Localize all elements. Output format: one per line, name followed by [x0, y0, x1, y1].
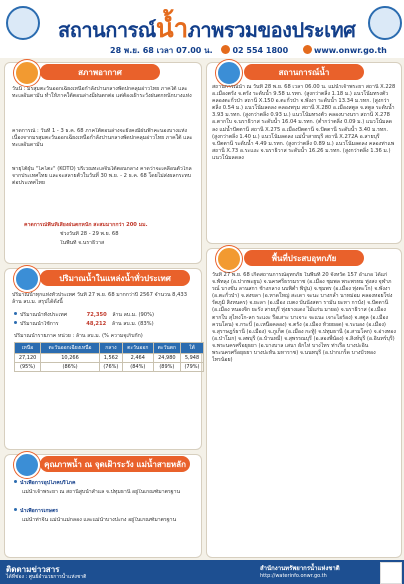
bullet-icon [14, 508, 17, 511]
title-highlight: น้ำ [155, 14, 188, 44]
situation-text: สถานการณ์น้ำ ณ วันที่ 28 พ.ย. 68 เวลา 06.00 น. แม่น้ำเจ้าพระยา สถานี X.228 อ.เมืองตรัง จ.ตรัง ระดับน้ำ 9.58 ม.รทก. (สูงกว่าตลิ่ง 1.18 ม.) แนวโน้มทรงตัว คลองตะกั่วป่า สถานี X.150 อ.ตะกั่วป่า จ.พังงา ระดับน้ำ 13.34 ม.รทก. (สูงกว่าตลิ่ง 0.54 ม.) แนวโน้มลดลง คลองพรุม สถานี X.280 อ.เมืองสตูล จ.สตูล ระดับน้ำ 3.93 ม.รทก. (สูงกว่าตลิ่ง 0.93 ม.) แนวโน้มทรงตัว คลองบางนรา สถานี X.278 อ.ตากใบ จ.นราธิวาส ระดับน้ำ 16.04 ม.รทก. (ต่ำกว่าตลิ่ง 0.09 ม.) แนวโน้มลดลง แม่น้ำปัตตานี สถานี X.275 อ.เมืองปัตตานี จ.ปัตตานี ระดับน้ำ 3.40 ม.รทก. (สูงกว่าตลิ่ง 1.40 ม.) แนวโน้มลดลง แม่น้ำสายบุรี สถานี X.272A อ.สายบุรี จ.ปัตตานี ระดับน้ำ 4.49 ม.รทก. (สูงกว่าตลิ่ง 0.89 ม.) แนวโน้มลดลง คลองท่าแพ สถานี X.73 อ.ระแงะ จ.นราธิวาส ระดับน้ำ 16.26 ม.รทก. (สูงกว่าตลิ่ง 1.36 ม.) แนวโน้มลดลง [212, 84, 396, 161]
date-text: 28 พ.ย. 68 เวลา 07.00 น. [110, 46, 213, 55]
quality-item-consumption [14, 480, 198, 488]
page-title [58, 8, 355, 49]
table-header-cell: กลาง [99, 343, 122, 354]
impact-text: วันที่ 27 พ.ย. 68 เกิดสถานการณ์อุทกภัย ในพื้นที่ 20 จังหวัด 157 อำเภอ ได้แก่ จ.พัทลุง (อ.ปากพะยูน) จ.นครศรีธรรมราช (อ.เมือง ชุมพล พระพรหม ทุ่งสง จุฬาภรณ์ บางขัน ลานสกา ช้างกลาง นบพิตำ พิปูน) จ.ชุมพร (อ.เมือง ทุ่งตะโก) จ.พังงา (อ.ตะกั่วป่า) จ.สงขลา (อ.หาดใหญ่ สะเดา จะนะ บางกล่ำ นาหม่อม คลองหอยโข่ง รัตภูมิ สิงหนคร) จ.ยะลา (อ.เมือง เบตง บันนังสตา รามัน ยะหา กาบัง) จ.ปัตตานี (อ.เมือง หนองจิก ยะรัง สายบุรี ทุ่งยางแดง ไม้แก่น มายอ) จ.นราธิวาส (อ.เมือง ตากใบ สุไหงโก-ลก ระแงะ รือเสาะ บาเจาะ จะแนะ เจาะไอร้อง) จ.สตูล (อ.เมือง ควนโดน) จ.กระบี่ (อ.เหนือคลอง) จ.ตรัง (อ.เมือง ห้วยยอด) จ.ระนอง (อ.เมือง) จ.สุราษฎร์ธานี (อ.เมือง) จ.ภูเก็ต (อ.เมือง กะทู้) จ.ปทุมธานี (อ.สามโคก) จ.อ่างทอง (อ.ป่าโมก) จ.ลพบุรี (อ.บ้านหมี่) จ.สุพรรณบุรี (อ.สองพี่น้อง) จ.สิงห์บุรี (อ.อินทร์บุรี) จ.พระนครศรีอยุธยา (อ.บางบาล เสนา ผักไห่ บางไทร ท่าเรือ บางปะอิน พระนครศรีอยุธยา บางปะหัน มหาราช) จ.นนทบุรี (อ.ปากเกร็ด บางบัวทอง ไทรน้อย) [212, 272, 396, 364]
table-cell: 24,980 [153, 354, 180, 363]
footer-website-link[interactable]: http://waterinfo.onwr.go.th [260, 573, 327, 579]
phone-number: 02 554 1800 [232, 46, 289, 55]
table-cell: 1,562 [99, 354, 122, 363]
table-caption: ปริมาณน้ำรายภาค หน่วย : ล้าน ลบ.ม. (% ความจุเก็บกัก) [14, 333, 143, 339]
volume-total-unit: ล้าน ลบ.ม. (90%) [112, 312, 155, 318]
footer-left-sub: ได้ที่ช่อง : ศูนย์อำนวยการน้ำแห่งชาติ [6, 574, 87, 580]
impact-tab: พื้นที่ประสบอุทกภัย [244, 250, 364, 266]
qr-code-icon[interactable] [380, 562, 402, 584]
web-group[interactable] [303, 46, 393, 55]
table-cell: (84%) [122, 363, 153, 372]
volume-intro: ปริมาณน้ำทุกแห่งทั่วประเทศ วันที่ 27 พ.ย. 68 มากกว่าปี 2567 จำนวน 8,433 ล้าน ลบ.ม. สรุปได้ดังนี้ [12, 292, 187, 306]
bullet-icon [14, 312, 17, 315]
weather-summary: วันนี้ : มรสุมตะวันออกเฉียงเหนือกำลังปานกลางพัดปกคลุมอ่าวไทย ภาคใต้ และทะเลอันดามัน ทำให้ภาคใต้ตอนล่างมีฝนตกต่อ แต่ต้องเฝ้าระวังฝนตกหนักบางแห่ง [12, 86, 192, 100]
quality-item-label: น้ำเพื่อการอุปโภคบริโภค [20, 480, 76, 486]
quality-tab: คุณภาพน้ำ ณ จุดเฝ้าระวัง แม่น้ำสายหลัก [40, 456, 190, 472]
volume-usable-row [14, 321, 198, 329]
dam-icon [14, 266, 40, 292]
table-cell: (89%) [153, 363, 180, 372]
footer [0, 560, 404, 584]
quality-item-label: น้ำเพื่อการเกษตร [20, 508, 59, 514]
footer-right-title: สำนักงานทรัพยากรน้ำแห่งชาติ [260, 565, 340, 572]
situation-tab: สถานการณ์น้ำ [244, 64, 364, 80]
table-cell: 2,464 [122, 354, 153, 363]
volume-total-label: ปริมาณน้ำทั้งประเทศ [20, 312, 67, 318]
volume-usable-value: 48,212 [86, 321, 107, 327]
table-cell: (79%) [181, 363, 204, 372]
regional-volume-table [14, 342, 204, 372]
rain-area: ในพื้นที่ จ.นราธิวาส [60, 240, 105, 246]
table-header-cell: ตะวันตก [153, 343, 180, 354]
quality-item-agriculture [14, 508, 198, 516]
footer-left-title: ติดตามข่าวสาร [6, 565, 60, 574]
title-post: ภาพรวมของประเทศ [187, 18, 356, 42]
header [0, 0, 404, 58]
header-subline [110, 44, 399, 57]
rain-period: ช่วงวันที่ 28 - 29 พ.ย. 68 [60, 231, 119, 237]
table-header-cell: ใต้ [181, 343, 204, 354]
sun-cloud-icon [14, 60, 40, 86]
table-header-row [15, 343, 204, 354]
table-cell: (95%) [15, 363, 41, 372]
partner-logo-icon [368, 6, 402, 40]
water-drop-icon [14, 452, 40, 478]
weather-tab: สภาพอากาศ [40, 64, 160, 80]
volume-total-value: 72,350 [86, 312, 107, 318]
table-header-cell: เหนือ [15, 343, 41, 354]
quality-item-desc: แม่น้ำเจ้าพระยา ณ สถานีสูบน้ำสำแล จ.ปทุมธานี อยู่ในเกณฑ์มาตรฐาน [22, 489, 181, 495]
bullet-icon [14, 321, 17, 324]
table-header-cell: ตะวันออกเฉียงเหนือ [41, 343, 100, 354]
table-cell: 5,948 [181, 354, 204, 363]
website-link[interactable]: www.onwr.go.th [313, 46, 387, 55]
table-row [15, 363, 204, 372]
table-cell: 27,120 [15, 354, 41, 363]
storm-info: พายุไต้ฝุ่น "โคโตะ" (KOTO) บริเวณทะเลจีนใต้ตอนกลาง คาดว่าจะเคลื่อนตัวไกลจากประเทศไทย และจะสลายตัวในวันที่ 30 พ.ย. - 2 ธ.ค. 68 โดยไม่ส่งผลกระทบต่อประเทศไทย [12, 166, 192, 187]
table-cell: (76%) [99, 363, 122, 372]
weather-forecast: คาดการณ์ : วันที่ 1 - 3 ธ.ค. 68 ภาคใต้ตอนล่างจะยังคงมีฝนฟ้าคะนองบางแห่ง เนื่องจากมรสุมตะวันออกเฉียงเหนือกำลังปานกลางพัดปกคลุมอ่าวไทย ภาคใต้ และทะเลอันดามัน [12, 128, 193, 149]
volume-tab: ปริมาณน้ำในแหล่งน้ำทั่วประเทศ [40, 270, 190, 286]
table-cell: (86%) [41, 363, 100, 372]
onwr-logo-icon [6, 6, 40, 40]
volume-usable-label: ปริมาณน้ำใช้การ [20, 321, 59, 327]
water-level-icon [216, 60, 242, 86]
phone-icon [221, 45, 230, 54]
table-cell: 10,266 [41, 354, 100, 363]
globe-icon [303, 45, 312, 54]
table-header-cell: ตะวันออก [122, 343, 153, 354]
volume-usable-unit: ล้าน ลบ.ม. (83%) [111, 321, 154, 327]
table-row [15, 354, 204, 363]
bullet-icon [14, 480, 17, 483]
quality-item-desc: แม่น้ำท่าจีน แม่น้ำแม่กลอง และแม่น้ำบางปะกง อยู่ในเกณฑ์มาตรฐาน [22, 517, 177, 523]
title-pre: สถานการณ์ [58, 18, 156, 42]
phone-group [221, 46, 294, 55]
rain-max: คาดการณ์พื้นที่เสี่ยงฝนตกหนัก สะสมมากกว่า 200 มม. [24, 222, 148, 228]
flood-icon [216, 246, 242, 272]
volume-total-row [14, 312, 198, 320]
